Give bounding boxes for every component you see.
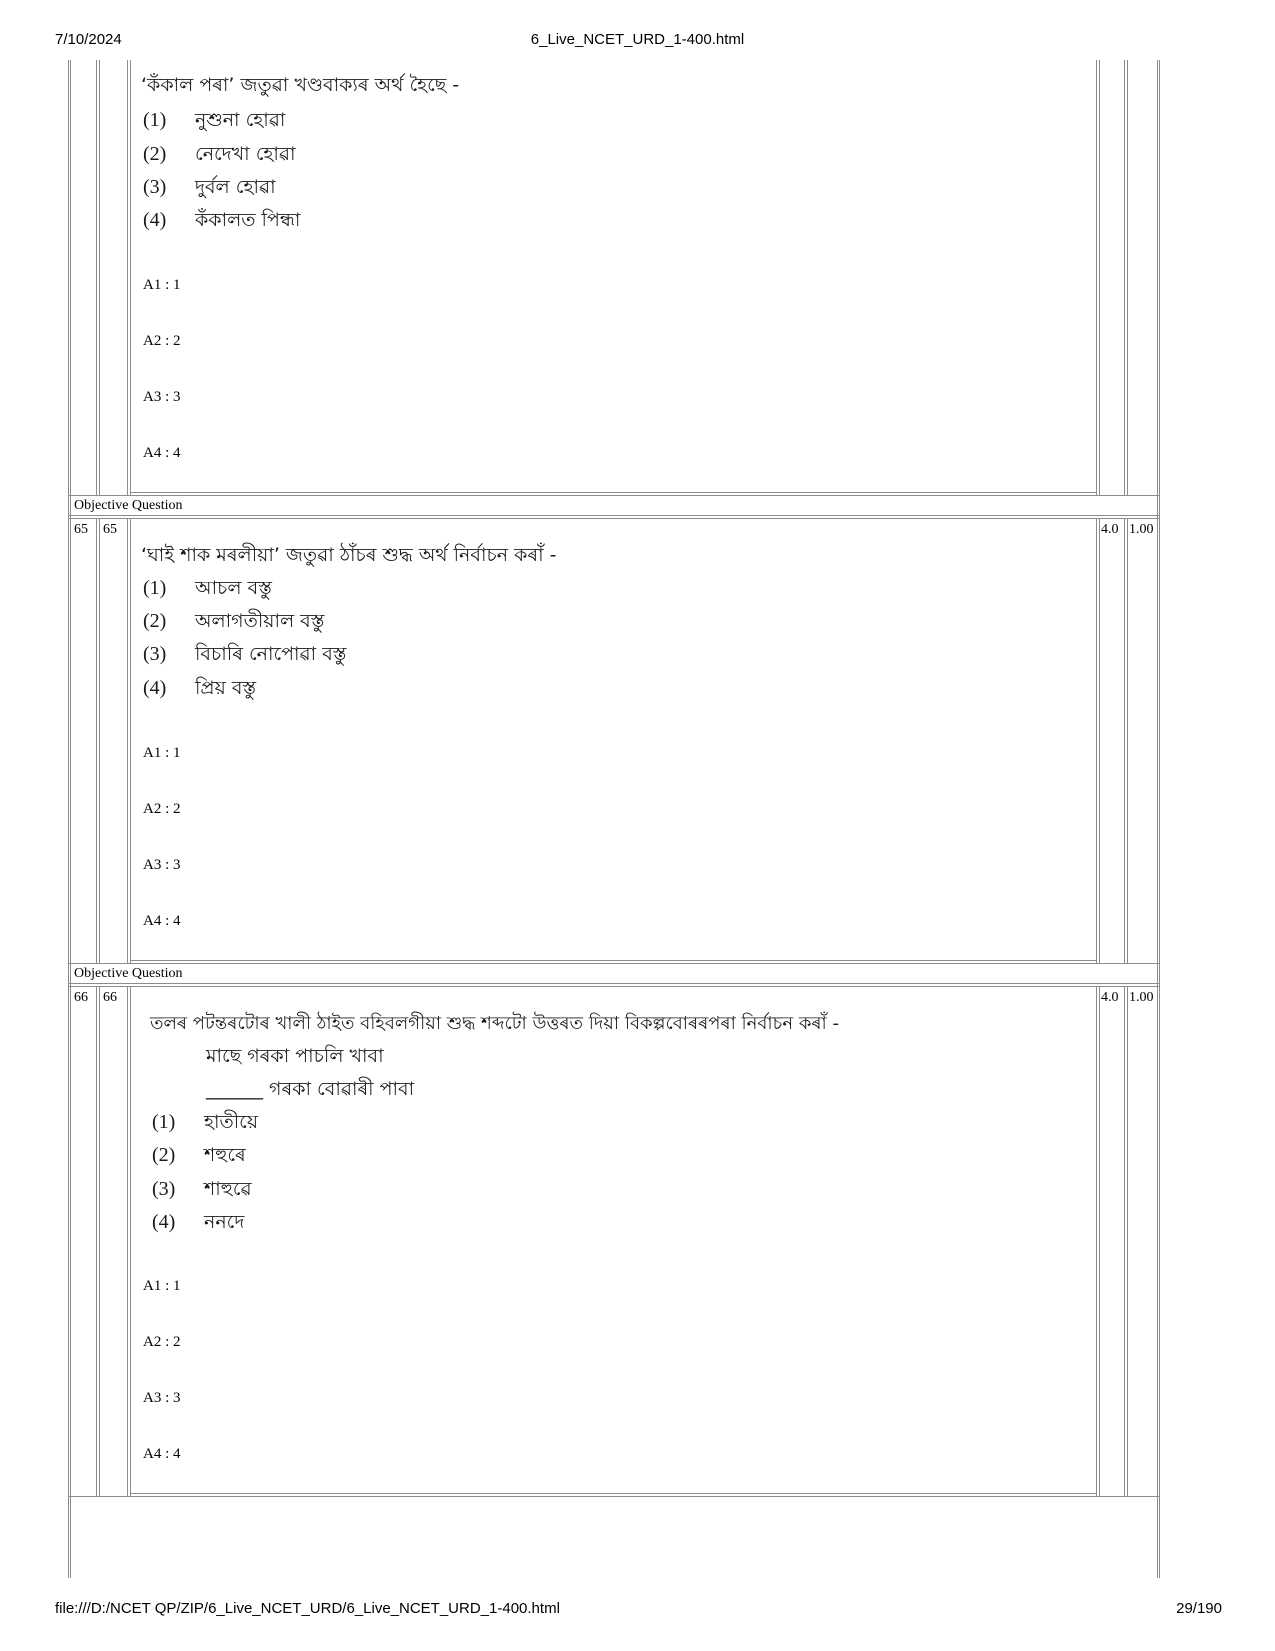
option-1 xyxy=(143,574,272,606)
option-text: কঁকালত পিন্ধা xyxy=(195,209,301,231)
question-number: 65 xyxy=(103,522,117,537)
serial-number: 65 xyxy=(74,522,88,537)
answer-option-2: A2 : 2 xyxy=(143,801,181,817)
cell-border xyxy=(68,515,1160,516)
print-page-number: 29/190 xyxy=(1176,1600,1222,1617)
cell-border xyxy=(130,60,131,495)
answer-option-2: A2 : 2 xyxy=(143,1334,181,1350)
cell-border xyxy=(96,518,97,963)
cell-border xyxy=(99,60,100,495)
option-text: হাতীয়ে xyxy=(204,1111,259,1133)
cell-border xyxy=(127,518,128,963)
negative-marks: 1.00 xyxy=(1129,990,1154,1005)
table-border-right xyxy=(1157,60,1158,1578)
cell-border xyxy=(68,518,1160,519)
option-text: নেদেখা হোৱা xyxy=(195,143,296,165)
cell-border xyxy=(68,1496,1160,1497)
proverb-line-1: মাছে গৰকা পাচলি খাবা xyxy=(206,1045,384,1067)
option-3 xyxy=(143,173,276,205)
cell-border xyxy=(127,60,128,495)
option-1 xyxy=(143,106,285,138)
answer-option-4: A4 : 4 xyxy=(143,913,181,929)
answer-option-4: A4 : 4 xyxy=(143,445,181,461)
option-number: (3) xyxy=(143,176,167,198)
table-border-right-inner xyxy=(1159,60,1160,1578)
option-text: ননদে xyxy=(204,1211,245,1233)
cell-border xyxy=(68,963,1160,964)
print-file-path: file:///D:/NCET QP/ZIP/6_Live_NCET_URD/6_Live_NCET_URD_1-400.html xyxy=(55,1600,560,1617)
option-number: (1) xyxy=(143,577,167,599)
option-4 xyxy=(152,1208,244,1240)
answer-option-3: A3 : 3 xyxy=(143,1390,181,1406)
section-label: Objective Question xyxy=(74,498,183,513)
cell-border xyxy=(96,986,97,1496)
answer-option-3: A3 : 3 xyxy=(143,389,181,405)
cell-border xyxy=(130,986,131,1496)
cell-border xyxy=(99,518,100,963)
option-text: নুশুনা হোৱা xyxy=(195,109,286,131)
answer-option-2: A2 : 2 xyxy=(143,333,181,349)
option-text: দুৰ্বল হোৱা xyxy=(195,176,276,198)
option-number: (4) xyxy=(143,209,167,231)
cell-border xyxy=(1124,60,1125,495)
answer-option-4: A4 : 4 xyxy=(143,1446,181,1462)
section-label: Objective Question xyxy=(74,966,183,981)
option-1 xyxy=(152,1108,258,1140)
question-text: ‘কঁকাল পৰা’ জতুৱা খণ্ডবাক্যৰ অৰ্থ হৈছে - xyxy=(141,74,460,96)
table-border-left-inner xyxy=(70,60,71,1578)
cell-border xyxy=(68,983,1160,984)
answer-option-1: A1 : 1 xyxy=(143,745,181,761)
table-border-left xyxy=(68,60,69,1578)
cell-border xyxy=(1124,986,1125,1496)
option-number: (2) xyxy=(143,143,167,165)
option-text: শাহুৱে xyxy=(204,1178,252,1200)
option-number: (3) xyxy=(143,643,167,665)
cell-border xyxy=(1096,986,1097,1496)
cell-border xyxy=(127,986,128,1496)
cell-border xyxy=(1099,60,1100,495)
question-text: ‘ঘাই শাক মৰলীয়া’ জতুৱা ঠাঁচৰ শুদ্ধ অৰ্থ নিৰ্বাচন কৰাঁ - xyxy=(141,544,557,566)
cell-border xyxy=(1099,986,1100,1496)
option-number: (1) xyxy=(152,1111,176,1133)
option-number: (4) xyxy=(143,677,167,699)
option-text: অলাগতীয়াল বস্তু xyxy=(195,610,325,632)
cell-border xyxy=(68,495,1160,496)
cell-border xyxy=(1096,60,1097,495)
cell-border xyxy=(130,518,131,963)
option-text: বিচাৰি নোপোৱা বস্তু xyxy=(195,643,347,665)
print-title: 6_Live_NCET_URD_1-400.html xyxy=(530,31,745,48)
cell-border xyxy=(99,986,100,1496)
print-date: 7/10/2024 xyxy=(55,31,122,48)
proverb-line-2: ______ গৰকা বোৱাৰী পাবা xyxy=(206,1078,415,1100)
marks: 4.0 xyxy=(1101,522,1119,537)
answer-option-1: A1 : 1 xyxy=(143,277,181,293)
question-number: 66 xyxy=(103,990,117,1005)
answer-option-1: A1 : 1 xyxy=(143,1278,181,1294)
serial-number: 66 xyxy=(74,990,88,1005)
option-text: শহুৰে xyxy=(204,1144,246,1166)
option-number: (2) xyxy=(152,1144,176,1166)
option-3 xyxy=(143,640,346,672)
option-4 xyxy=(143,206,300,238)
negative-marks: 1.00 xyxy=(1129,522,1154,537)
option-2 xyxy=(143,607,324,639)
cell-border xyxy=(1127,60,1128,495)
option-2 xyxy=(143,140,296,172)
cell-border xyxy=(68,986,1160,987)
cell-border xyxy=(130,492,1097,493)
option-2 xyxy=(152,1141,246,1173)
question-text: তলৰ পটন্তৰটোৰ খালী ঠাইত বহিবলগীয়া শুদ্ধ শব্দটো উত্তৰত দিয়া বিকল্পবোৰৰপৰা নিৰ্বাচন কৰাঁ - xyxy=(150,1013,839,1034)
option-3 xyxy=(152,1175,252,1207)
cell-border xyxy=(130,960,1097,961)
cell-border xyxy=(1096,518,1097,963)
option-text: প্ৰিয় বস্তু xyxy=(195,677,257,699)
cell-border xyxy=(1127,518,1128,963)
option-text: আচল বস্তু xyxy=(195,577,272,599)
option-number: (2) xyxy=(143,610,167,632)
cell-border xyxy=(1124,518,1125,963)
option-4 xyxy=(143,674,256,706)
marks: 4.0 xyxy=(1101,990,1119,1005)
answer-option-3: A3 : 3 xyxy=(143,857,181,873)
cell-border xyxy=(130,1493,1097,1494)
cell-border xyxy=(1099,518,1100,963)
cell-border xyxy=(96,60,97,495)
option-number: (3) xyxy=(152,1178,176,1200)
option-number: (1) xyxy=(143,109,167,131)
option-number: (4) xyxy=(152,1211,176,1233)
cell-border xyxy=(1127,986,1128,1496)
